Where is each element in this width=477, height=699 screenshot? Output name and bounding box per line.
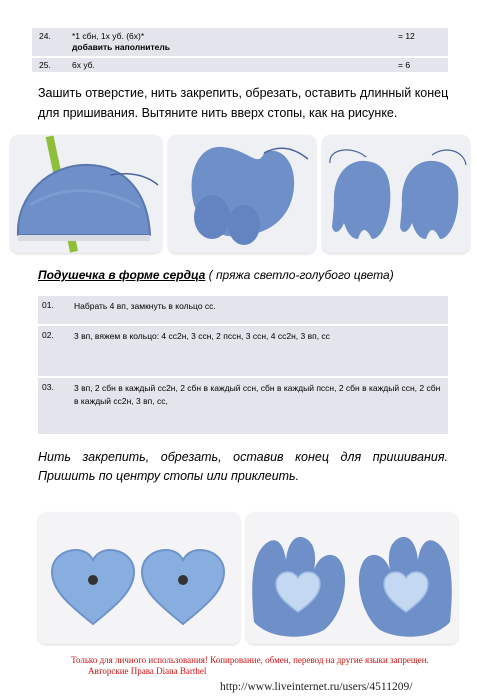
heart-step-03 bbox=[38, 378, 448, 434]
copyright-line-2: Авторские Права Diana Barthel bbox=[88, 666, 207, 676]
row-instruction bbox=[72, 31, 170, 53]
photo-foot-sewn bbox=[10, 135, 162, 253]
instruction-paragraph-2: Нить закрепить, обрезать, оставив конец для пришивания. Пришить по центру стопы или приклеить. bbox=[38, 450, 448, 483]
row-result: = 12 bbox=[398, 31, 415, 41]
watermark-url: http://www.liveinternet.ru/users/4511209/ bbox=[220, 681, 413, 693]
copyright-line-1: Только для личного использования! Копирование, обмен, перевод на другие языки запрещен. bbox=[71, 655, 429, 665]
row-instruction-line1: *1 сбн, 1х уб. (6х)* bbox=[72, 31, 145, 41]
step-number: 03. bbox=[42, 382, 54, 392]
copyright-footer bbox=[30, 655, 470, 677]
step-text: Набрать 4 вп, замкнуть в кольцо сс. bbox=[74, 301, 216, 311]
photo-two-feet bbox=[322, 135, 470, 253]
row-instruction-line2: добавить наполнитель bbox=[72, 42, 171, 52]
row-number: 24. bbox=[39, 31, 51, 41]
instruction-paragraph-1: Зашить отверстие, нить закрепить, обрезать, оставить длинный конец для пришивания. Вытяните нить вверх стопы, как на рисунке. bbox=[38, 86, 449, 120]
step-number: 02. bbox=[42, 330, 54, 340]
pattern-row-25 bbox=[32, 58, 448, 72]
section-heading-title: Подушечка в форме сердца bbox=[38, 268, 206, 282]
photo-heart-pads bbox=[38, 512, 240, 644]
row-number: 25. bbox=[39, 60, 51, 70]
row-instruction: 6х уб. bbox=[72, 60, 95, 70]
step-number: 01. bbox=[42, 300, 54, 310]
heart-step-01 bbox=[38, 296, 448, 324]
step-text: 3 вп, 2 сбн в каждый сс2н, 2 сбн в каждый ссн, сбн в каждый пссн, 2 сбн в каждый ссн, 2 сбн в каждый сс2н, 3 вп, сс, bbox=[74, 383, 441, 406]
step-text: 3 вп, вяжем в кольцо: 4 сс2н, 3 ссн, 2 пссн, 3 ссн, 4 сс2н, 3 вп, сс bbox=[74, 331, 330, 341]
section-heading bbox=[38, 268, 394, 282]
heart-step-02 bbox=[38, 326, 448, 376]
section-heading-subtitle: ( пряжа светло-голубого цвета) bbox=[205, 268, 394, 282]
photo-feet-with-hearts bbox=[246, 512, 458, 644]
pattern-row-24 bbox=[32, 28, 448, 56]
row-result: = 6 bbox=[398, 60, 411, 70]
photo-foot-toes bbox=[168, 135, 316, 253]
